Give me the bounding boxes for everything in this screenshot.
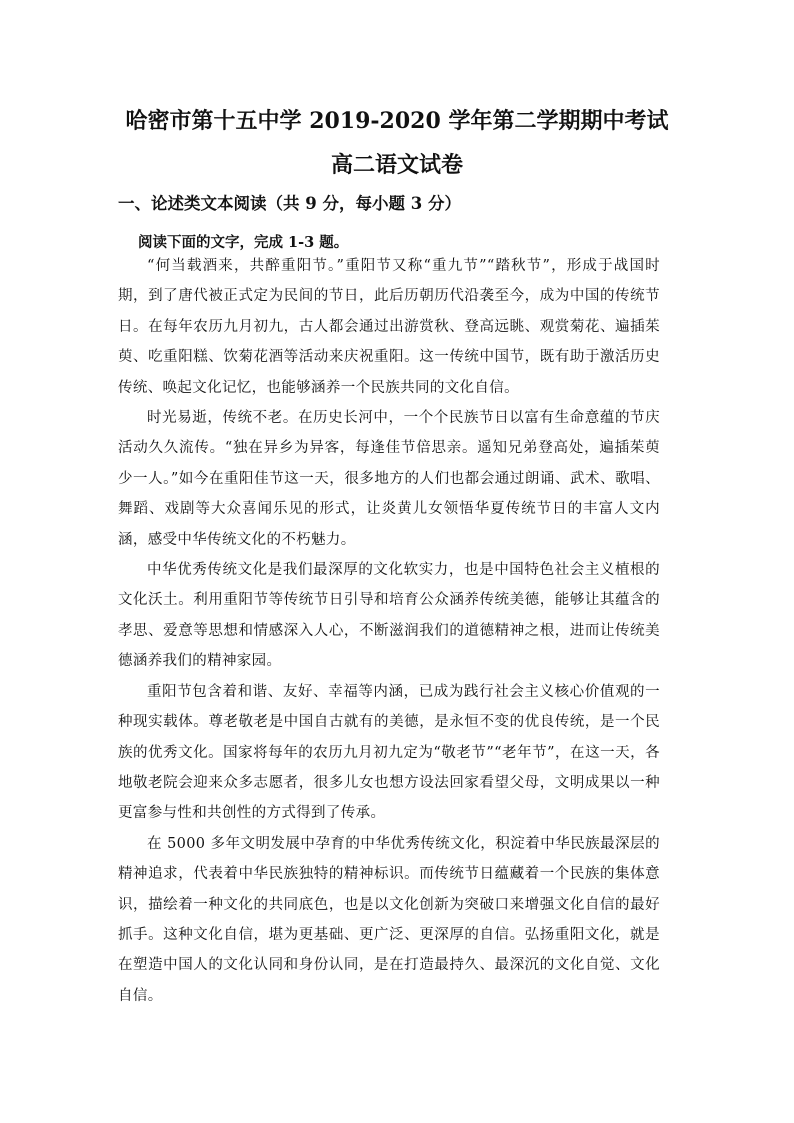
section-heading: 一、论述类文本阅读（共 9 分，每小题 3 分）: [118, 194, 461, 213]
passage-paragraph-4: 重阳节包含着和谐、友好、幸福等内涵，已成为践行社会主义核心价值观的一种现实载体。尊老敬老是中国自古就有的美德，是永恒不变的优良传统，是一个民族的优秀文化。国家将每年的农历九月初九定为“敬老节”“老年节”，在这一天，各地敬老院会迎来众多志愿者，很多儿女也想方设法回家看望父母，文明成果以一种更富参与性和共创性的方式得到了传承。: [118, 683, 660, 822]
reading-instruction: 阅读下面的文字，完成 1-3 题。: [138, 234, 349, 251]
passage-paragraph-3: 中华优秀传统文化是我们最深厚的文化软实力，也是中国特色社会主义植根的文化沃土。利用重阳节等传统节日引导和培育公众涵养传统美德，能够让其蕴含的孝思、爱意等思想和情感深入人心，不断滋润我们的道德精神之根，进而让传统美德涵养我们的精神家园。: [118, 562, 660, 670]
passage-paragraph-5: 在 5000 多年文明发展中孕育的中华优秀传统文化，积淀着中华民族最深层的精神追求，代表着中华民族独特的精神标识。而传统节日蕴藏着一个民族的集体意识，描绘着一种文化的共同底色，也是以文化创新为突破口来增强文化自信的最好抓手。这种文化自信，堪为更基础、更广泛、更深厚的自信。弘扬重阳文化，就是在塑造中国人的文化认同和身份认同，是在打造最持久、最深沉的文化自觉、文化自信。: [118, 835, 660, 1004]
exam-title: 哈密市第十五中学 2019-2020 学年第二学期期中考试: [125, 108, 669, 134]
passage-paragraph-2: 时光易逝，传统不老。在历史长河中，一个个民族节日以富有生命意蕴的节庆活动久久流传。“独在异乡为异客，每逢佳节倍思亲。遥知兄弟登高处，遍插茱萸少一人。”如今在重阳佳节这一天，很多地方的人们也都会通过朗诵、武术、歌唱、舞蹈、戏剧等大众喜闻乐见的形式，让炎黄儿女领悟华夏传统节日的丰富人文内涵，感受中华传统文化的不朽魅力。: [118, 410, 660, 548]
passage-body: [118, 251, 660, 1011]
passage-paragraph-1: “何当载酒来，共醉重阳节。”重阳节又称“重九节”“踏秋节”，形成于战国时期，到了唐代被正式定为民间的节日，此后历朝历代沿袭至今，成为中国的传统节日。在每年农历九月初九，古人都会通过出游赏秋、登高远眺、观赏菊花、遍插茱萸、吃重阳糕、饮菊花酒等活动来庆祝重阳。这一传统中国节，既有助于激活历史传统、唤起文化记忆，也能够涵养一个民族共同的文化自信。: [118, 258, 660, 396]
exam-subtitle: 高二语文试卷: [330, 152, 463, 178]
